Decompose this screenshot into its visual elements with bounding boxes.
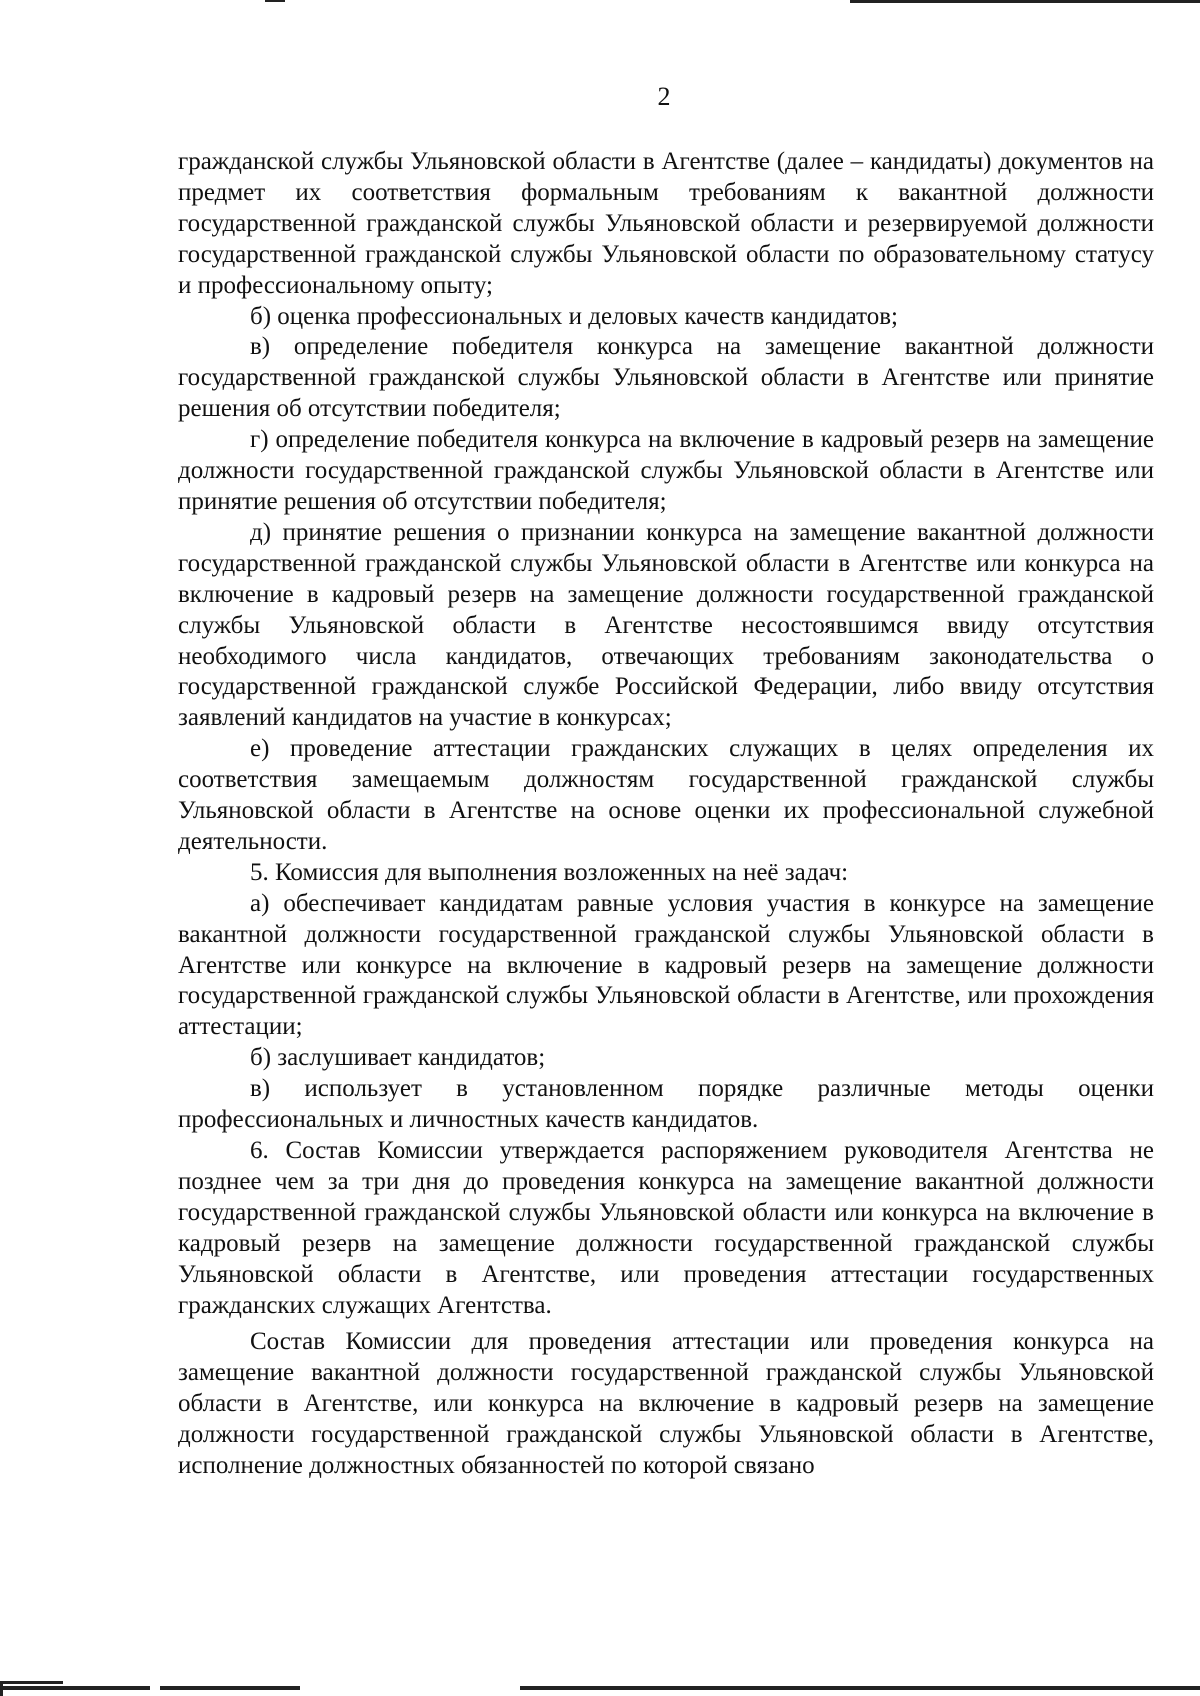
paragraph-item-e: е) проведение аттестации гражданских служащих в целях определения их соответствия замещаемым должностям государственной гражданской службы Ульяновской области в Агентстве на основе оценки их профессиональной служебной деятельности. <box>178 735 1154 855</box>
scan-edge-mark <box>265 0 285 2</box>
paragraph-item-d: д) принятие решения о признании конкурса на замещение вакантной должности государственной гражданской службы Ульяновской области в Агентстве или конкурса на включение в кадровый резерв на замещение должности государственной гражданской службы Ульяновской области в Агентстве несостоявшимся ввиду отсутствия необходимого числа кандидатов, отвечающих требованиям законодательства о государственной гражданской службе Российской Федерации, либо ввиду отсутствия заявлений кандидатов на участие в конкурсах; <box>178 518 1154 732</box>
paragraph-item-v2: в) использует в установленном порядке различные методы оценки профессиональных и личностных качеств кандидатов. <box>178 1075 1154 1134</box>
paragraph-item-a: а) обеспечивает кандидатам равные условия участия в конкурсе на замещение вакантной должности государственной гражданской службы Ульяновской области в Агентстве или конкурсе на включение в кадровый резерв на замещение должности государственной гражданской службы Ульяновской области в Агентстве, или прохождения аттестации; <box>178 889 1154 1041</box>
paragraph-continuation: гражданской службы Ульяновской области в Агентстве (далее – кандидаты) документов на предмет их соответствия формальным требованиям к вакантной должности государственной гражданской службы Ульяновской области и резервируемой должности государственной гражданской службы Ульяновской области по образовательному статусу и профессиональному опыту; <box>178 148 1154 299</box>
paragraph-item-b2: б) заслушивает кандидатов; <box>250 1044 546 1072</box>
paragraph-commission-composition: Состав Комиссии для проведения аттестации или проведения конкурса на замещение вакантной должности государственной гражданской службы Ульяновской области в Агентстве, или конкурса на включение в кадровый резерв на замещение должности государственной гражданской службы Ульяновской области в Агентстве, исполнение должностных обязанностей по которой связано <box>178 1328 1154 1480</box>
paragraph-section-6: 6. Состав Комиссии утверждается распоряжением руководителя Агентства не позднее чем за три дня до проведения конкурса на замещение вакантной должности государственной гражданской службы Ульяновской области или конкурса на включение в кадровый резерв на замещение должности государственной гражданской службы Ульяновской области в Агентстве, или проведения аттестации государственных гражданских служащих Агентства. <box>178 1137 1154 1319</box>
paragraph-section-5: 5. Комиссия для выполнения возложенных на неё задач: <box>250 858 849 886</box>
scan-bottom-edge <box>0 1686 1200 1690</box>
paragraph-item-g: г) определение победителя конкурса на включение в кадровый резерв на замещение должности государственной гражданской службы Ульяновской области в Агентстве или принятие решения об отсутствии победителя; <box>178 426 1154 515</box>
scan-edge-mark <box>850 0 1200 3</box>
document-body <box>178 147 1154 1482</box>
paragraph-item-v: в) определение победителя конкурса на замещение вакантной должности государственной гражданской службы Ульяновской области в Агентстве или принятие решения об отсутствии победителя; <box>178 333 1154 423</box>
scan-corner-mark <box>0 1681 63 1696</box>
paragraph-item-b: б) оценка профессиональных и деловых качеств кандидатов; <box>250 302 898 330</box>
page-number: 2 <box>657 82 671 111</box>
